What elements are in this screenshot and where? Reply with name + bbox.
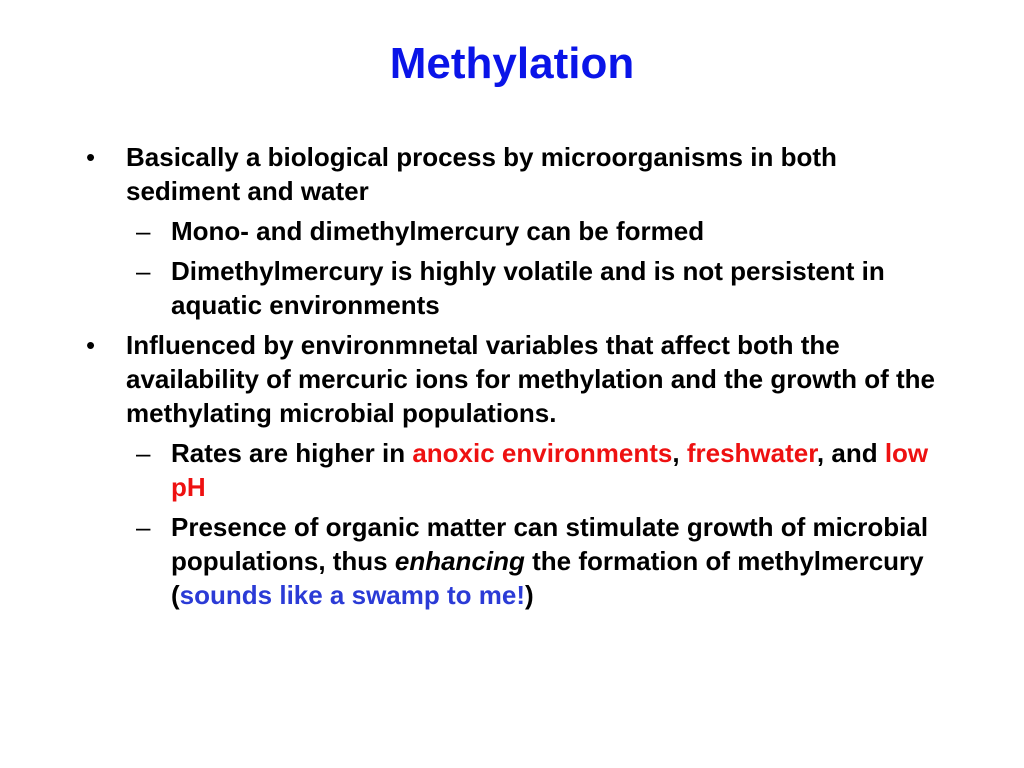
sub-bullet-text-part: , and bbox=[816, 438, 885, 468]
sub-bullet-text-part: Rates are higher in bbox=[171, 438, 413, 468]
sub-bullet-item bbox=[126, 510, 954, 612]
bullet-text: Influenced by environmnetal variables that affect both the availability of mercuric ions for methylation and the growth of the methylating microbial populations. bbox=[126, 330, 935, 428]
sub-bullet-text: Dimethylmercury is highly volatile and is not persistent in aquatic environments bbox=[171, 256, 885, 320]
sub-bullet-text: Mono- and dimethylmercury can be formed bbox=[171, 216, 705, 246]
sub-bullet-text-part: the formation of methylmercury ( bbox=[171, 546, 924, 610]
sub-bullet-text-part: Presence of organic matter can stimulate growth of microbial populations, thus bbox=[171, 512, 929, 576]
dash-marker: – bbox=[136, 438, 151, 468]
sub-bullet-item bbox=[126, 214, 954, 248]
emphasis-enhancing: enhancing bbox=[394, 546, 525, 576]
sub-bullet-item bbox=[126, 436, 954, 504]
highlight-anoxic-environments: anoxic environments bbox=[412, 438, 673, 468]
highlight-freshwater: freshwater bbox=[686, 438, 817, 468]
dash-marker: – bbox=[136, 256, 151, 286]
highlight-swamp-comment: sounds like a swamp to me! bbox=[179, 580, 525, 610]
sub-bullet-text-part: , bbox=[672, 438, 687, 468]
slide-title: Methylation bbox=[389, 39, 635, 88]
bullet-item bbox=[84, 328, 954, 430]
sub-bullet-item bbox=[126, 254, 954, 322]
bullet-marker: • bbox=[86, 142, 96, 172]
bullet-text: Basically a biological process by microorganisms in both sediment and water bbox=[126, 142, 837, 206]
bullet-marker: • bbox=[86, 330, 96, 360]
slide-body bbox=[84, 140, 954, 618]
dash-marker: – bbox=[136, 216, 151, 246]
dash-marker: – bbox=[136, 512, 151, 542]
highlight-low-ph: low pH bbox=[171, 438, 929, 502]
sub-bullet-text-part: ) bbox=[524, 580, 534, 610]
bullet-item bbox=[84, 140, 954, 208]
